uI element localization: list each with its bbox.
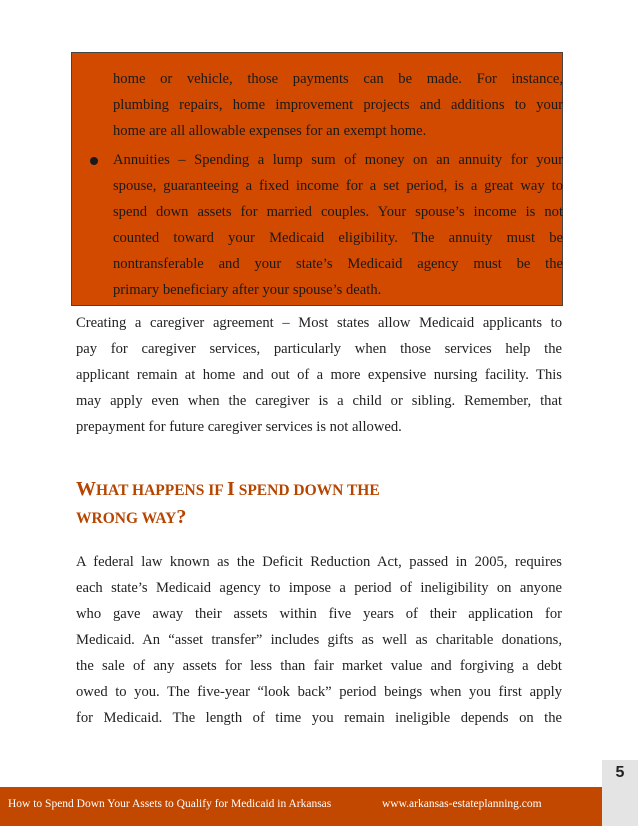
box-bullet-line: nontransferable and your state’s Medicaid agency must be the [113, 256, 563, 272]
body-line: each state’s Medicaid agency to impose a period of ineligibility on anyone [76, 580, 562, 596]
box-bullet-line: spouse, guaranteeing a fixed income for a set period, is a great way to [113, 178, 563, 194]
footer-url: www.arkansas-estateplanning.com [382, 798, 542, 810]
body-line: owed to you. The five-year “look back” period beings when you first apply [76, 684, 562, 700]
caregiver-line: applicant remain at home and out of a more expensive nursing facility. This [76, 367, 562, 383]
section-heading-line2: WRONG WAY? [76, 506, 187, 528]
box-bullet-line: counted toward your Medicaid eligibility. The annuity must be [113, 230, 563, 246]
body-line: who gave away their assets within five years of their application for [76, 606, 562, 622]
caregiver-line: pay for caregiver services, particularly when those services help the [76, 341, 562, 357]
page-number: 5 [615, 764, 625, 781]
body-line: A federal law known as the Deficit Reduction Act, passed in 2005, requires [76, 554, 562, 570]
box-intro-line: home or vehicle, those payments can be made. For instance, [113, 71, 563, 87]
caregiver-line: Creating a caregiver agreement – Most states allow Medicaid applicants to [76, 315, 562, 331]
body-line: Medicaid. An “asset transfer” includes gifts as well as charitable donations, [76, 632, 562, 648]
box-bullet-line: primary beneficiary after your spouse’s death. [113, 282, 382, 298]
caregiver-line: may apply even when the caregiver is a child or sibling. Remember, that [76, 393, 562, 409]
bullet-icon [90, 157, 98, 165]
box-intro-line: plumbing repairs, home improvement projects and additions to your [113, 97, 563, 113]
box-intro-line: home are all allowable expenses for an exempt home. [113, 123, 427, 139]
box-bullet-line: Annuities – Spending a lump sum of money on an annuity for your [113, 152, 563, 168]
caregiver-line: prepayment for future caregiver services is not allowed. [76, 419, 402, 435]
body-line: for Medicaid. The length of time you remain ineligible depends on the [76, 710, 562, 726]
footer-title: How to Spend Down Your Assets to Qualify for Medicaid in Arkansas [8, 798, 332, 810]
box-bullet-line: spend down assets for married couples. Your spouse’s income is not [113, 204, 563, 220]
section-heading-line1: WHAT HAPPENS IF I SPEND DOWN THE [76, 478, 380, 500]
body-line: the sale of any assets for less than fair market value and forgiving a debt [76, 658, 562, 674]
page-number-tab [602, 760, 638, 826]
